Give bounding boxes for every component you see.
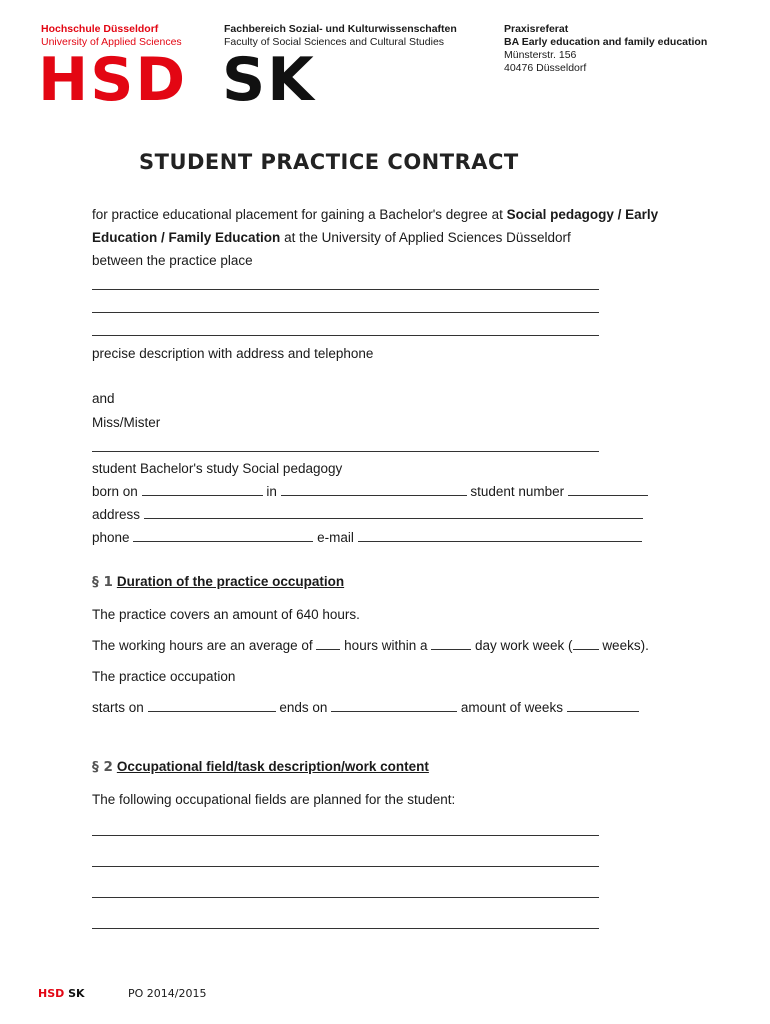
student-name-field[interactable] — [92, 451, 599, 452]
occupational-field-line-3[interactable] — [92, 897, 599, 898]
address-row: address — [92, 503, 643, 526]
document-title: STUDENT PRACTICE CONTRACT — [139, 150, 519, 174]
practice-place-field-3[interactable] — [92, 335, 599, 336]
birth-place-field[interactable] — [281, 483, 467, 496]
intro-line-1: for practice educational placement for gaining a Bachelor's degree at Social pedagogy / Early — [92, 207, 659, 222]
start-date-field[interactable] — [148, 699, 276, 712]
email-field[interactable] — [358, 529, 642, 542]
phone-field[interactable] — [133, 529, 313, 542]
dates-row: starts on ends on amount of weeks — [92, 696, 639, 719]
practice-place-field-1[interactable] — [92, 289, 599, 290]
office-line-1: Praxisreferat — [504, 23, 569, 35]
contact-row: phone e-mail — [92, 526, 642, 549]
practice-occupation-label: The practice occupation — [92, 669, 236, 684]
office-line-4: 40476 Düsseldorf — [504, 62, 587, 74]
office-line-2: BA Early education and family education — [504, 36, 708, 48]
weeks-field[interactable] — [573, 637, 599, 650]
days-per-week-field[interactable] — [431, 637, 471, 650]
birth-row: born on in student number — [92, 480, 648, 503]
school-name-de: Hochschule Düsseldorf — [41, 23, 159, 35]
hsd-logo: HSD — [38, 45, 188, 115]
section-2-intro: The following occupational fields are planned for the student: — [92, 792, 456, 807]
section-1-heading: § 1 Duration of the practice occupation — [92, 574, 345, 590]
address-field[interactable] — [144, 506, 643, 519]
footer-logo: HSD SK — [38, 987, 85, 1000]
section-2-heading: § 2 Occupational field/task description/work content — [92, 759, 429, 775]
school-name-en: University of Applied Sciences — [41, 36, 182, 48]
between-label: between the practice place — [92, 253, 253, 268]
amount-weeks-field[interactable] — [567, 699, 639, 712]
footer-po-version: PO 2014/2015 — [128, 987, 207, 1000]
occupational-field-line-1[interactable] — [92, 835, 599, 836]
occupational-field-line-2[interactable] — [92, 866, 599, 867]
practice-place-field-2[interactable] — [92, 312, 599, 313]
sk-logo: SK — [222, 45, 316, 115]
hours-per-week-field[interactable] — [316, 637, 340, 650]
miss-mister-label: Miss/Mister — [92, 415, 161, 430]
office-line-3: Münsterstr. 156 — [504, 49, 577, 61]
working-hours-row: The working hours are an average of hours within a day work week ( weeks). — [92, 638, 649, 653]
office-address — [504, 23, 707, 75]
precise-description-label: precise description with address and telephone — [92, 346, 374, 361]
end-date-field[interactable] — [331, 699, 457, 712]
faculty-name-de: Fachbereich Sozial- und Kulturwissenschaften — [224, 23, 457, 35]
birth-date-field[interactable] — [142, 483, 263, 496]
occupational-field-line-4[interactable] — [92, 928, 599, 929]
student-study-label: student Bachelor's study Social pedagogy — [92, 461, 343, 476]
intro-line-2: Education / Family Education at the University of Applied Sciences Düsseldorf — [92, 230, 571, 245]
student-number-field[interactable] — [568, 483, 648, 496]
section-1-hours-text: The practice covers an amount of 640 hours. — [92, 607, 360, 622]
intro-paragraph — [92, 203, 712, 272]
and-label: and — [92, 391, 115, 406]
faculty-name-en: Faculty of Social Sciences and Cultural Studies — [224, 36, 445, 48]
